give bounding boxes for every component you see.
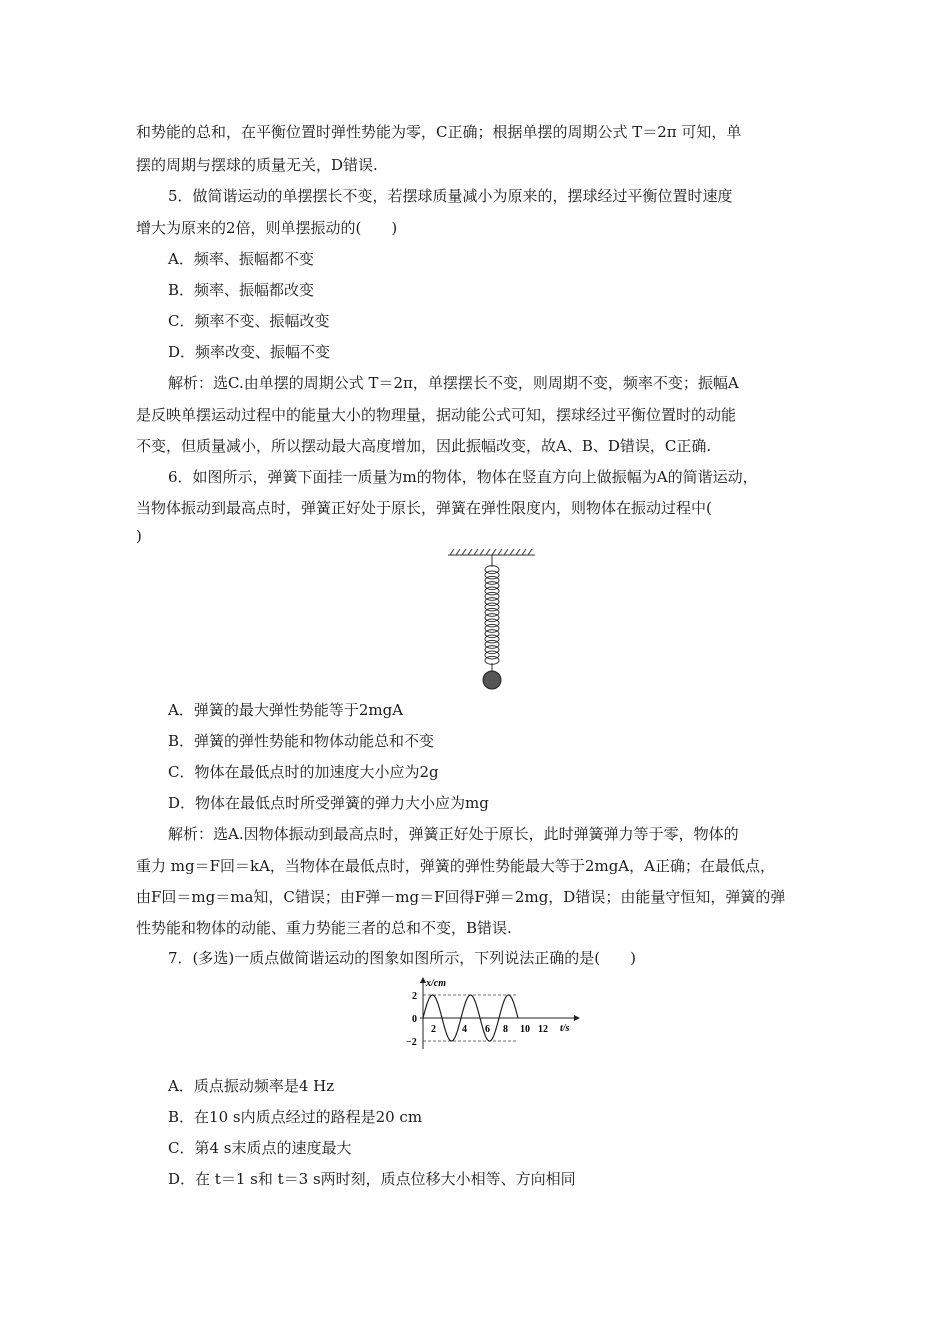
displacement-time-graph — [390, 975, 590, 1055]
option-d: D．频率改变、振幅不变 — [168, 343, 331, 361]
solution-text: 性势能和物体的动能、重力势能三者的总和不变，B错误. — [136, 919, 512, 937]
option-b: B．在10 s内质点经过的路程是20 cm — [168, 1108, 423, 1126]
option-a: A．频率、振幅都不变 — [168, 250, 314, 268]
question-5-stem: 增大为原来的2倍，则单摆振动的( ) — [136, 219, 398, 237]
option-a: A．弹簧的最大弹性势能等于2mgA — [168, 701, 404, 719]
question-5-stem: 5．做简谐运动的单摆摆长不变，若摆球质量减小为原来的，摆球经过平衡位置时速度 — [168, 187, 733, 205]
solution-text: 重力 mg＝F回＝kA，当物体在最低点时，弹簧的弹性势能最大等于2mgA，A正确；在最低点， — [136, 857, 775, 875]
question-6-stem: 当物体振动到最高点时，弹簧正好处于原长，弹簧在弹性限度内，则物体在振动过程中( — [136, 499, 712, 517]
option-c: C．频率不变、振幅改变 — [168, 312, 330, 330]
question-6-stem: ) — [136, 527, 142, 545]
x-tick-label: 2 — [431, 1024, 436, 1035]
x-tick-label: 12 — [538, 1024, 548, 1035]
x-axis-label: t/s — [560, 1023, 570, 1034]
solution-text: 是反映单摆运动过程中的能量大小的物理量，据动能公式可知，摆球经过平衡位置时的动能 — [136, 406, 737, 424]
ceiling-hatch — [448, 549, 535, 555]
option-d: D．物体在最低点时所受弹簧的弹力大小应为mg — [168, 794, 489, 812]
option-a: A．质点振动频率是4 Hz — [168, 1077, 335, 1095]
x-tick-label: 8 — [503, 1024, 508, 1035]
question-6-stem: 6．如图所示，弹簧下面挂一质量为m的物体，物体在竖直方向上做振幅为A的简谐运动， — [168, 468, 758, 486]
y-tick-label: −2 — [406, 1037, 417, 1048]
hanging-mass — [483, 671, 501, 689]
option-d: D．在 t＝1 s和 t＝3 s两时刻，质点位移大小相等、方向相同 — [168, 1170, 576, 1188]
text-line: 和势能的总和，在平衡位置时弹性势能为零，C正确；根据单摆的周期公式 T＝2π 可知，单 — [136, 123, 742, 141]
x-tick-label: 10 — [520, 1024, 530, 1035]
y-axis-label: x/cm — [426, 978, 446, 989]
solution-text: 解析：选A.因物体振动到最高点时，弹簧正好处于原长，此时弹簧弹力等于零，物体的 — [168, 825, 739, 843]
option-c: C．第4 s末质点的速度最大 — [168, 1139, 352, 1157]
x-tick-label: 4 — [462, 1024, 467, 1035]
spring-coil — [485, 566, 499, 665]
y-tick-label: 0 — [412, 1014, 417, 1025]
solution-text: 由F回＝mg＝ma知，C错误；由F弹－mg＝F回得F弹＝2mg，D错误；由能量守恒知，弹簧的弹 — [136, 888, 786, 906]
question-7-stem: 7．(多选)一质点做简谐运动的图象如图所示，下列说法正确的是( ) — [168, 949, 636, 967]
solution-text: 不变，但质量减小，所以摆动最大高度增加，因此振幅改变，故A、B、D错误，C正确. — [136, 437, 712, 455]
option-c: C．物体在最低点时的加速度大小应为2g — [168, 763, 439, 781]
solution-text: 解析：选C.由单摆的周期公式 T＝2π，单摆摆长不变，则周期不变，频率不变；振幅A — [168, 374, 739, 392]
x-axis-arrow — [574, 1015, 580, 1021]
y-tick-label: 2 — [412, 991, 417, 1002]
option-b: B．弹簧的弹性势能和物体动能总和不变 — [168, 732, 435, 750]
spring-mass-figure — [440, 545, 540, 695]
x-tick-label: 6 — [485, 1024, 490, 1035]
text-line: 摆的周期与摆球的质量无关，D错误. — [136, 156, 378, 174]
option-b: B．频率、振幅都改变 — [168, 281, 315, 299]
